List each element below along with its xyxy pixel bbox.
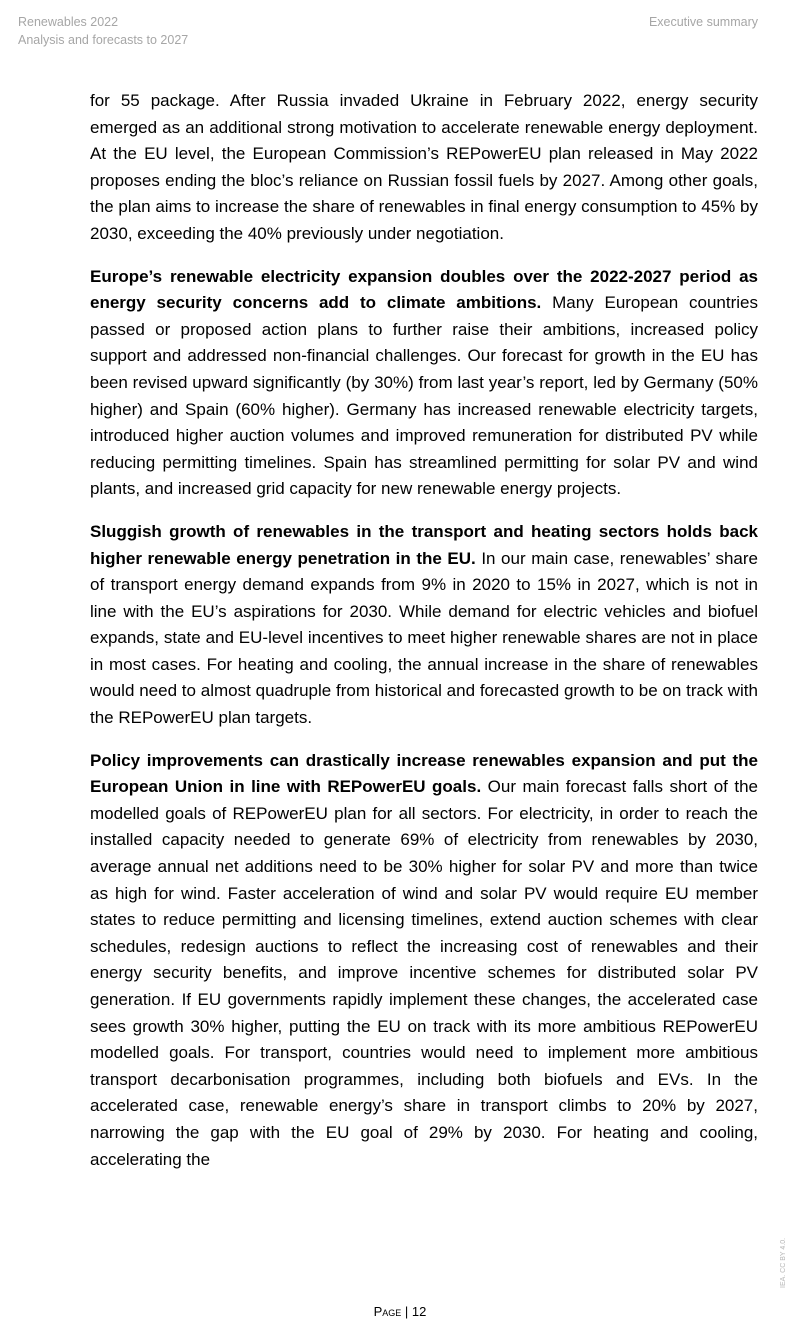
- paragraph-lead: Sluggish growth of renewables in the transport and heating sectors holds back higher renewable energy penetration in the EU.: [90, 521, 758, 568]
- body-text: [90, 88, 758, 1189]
- license-note: IEA. CC BY 4.0.: [780, 1237, 787, 1288]
- section-title: Executive summary: [648, 15, 758, 29]
- paragraph-lead: Europe’s renewable electricity expansion doubles over the 2022-2027 period as energy security concerns add to climate ambitions.: [90, 266, 758, 313]
- page-label: Page: [373, 1304, 402, 1319]
- paragraph: [90, 88, 758, 248]
- paragraph-text: In our main case, renewables’ share of transport energy demand expands from 9% in 2020 to 15% in 2027, which is not in line with the EU’s aspirations for 2030. While demand for electric vehicles and biofuel expands, state and EU-level incentives to meet higher renewable shares are not in place in most cases. For heating and cooling, the annual increase in the share of renewables would need to almost quadruple from historical and forecasted growth to be on track with the REPowerEU plan targets.: [90, 548, 758, 728]
- page-footer: [0, 1304, 800, 1319]
- paragraph: [90, 519, 758, 732]
- paragraph-text: Our main forecast falls short of the modelled goals of REPowerEU plan for all sectors. For electricity, in order to reach the installed capacity needed to generate 69% of electricity from renewables by 2030, average annual net additions need to be 30% higher for solar PV and more than twice as high for wind. Faster acceleration of wind and solar PV would require EU member states to reduce permitting and licensing timelines, extend auction schemes with clear schedules, redesign auctions to reflect the increasing cost of renewables and their energy security benefits, and improve incentive schemes for distributed solar PV generation. If EU governments rapidly implement these changes, the accelerated case sees growth 30% higher, putting the EU on track with its more ambitious REPowerEU modelled goals. For transport, countries would need to implement more ambitious transport decarbonisation programmes, including both biofuels and EVs. In the accelerated case, renewable energy’s share in transport climbs to 20% by 2027, narrowing the gap with the EU goal of 29% by 2030. For heating and cooling, accelerating the: [90, 777, 758, 1169]
- paragraph-text: for 55 package. After Russia invaded Ukraine in February 2022, energy security emerged as an additional strong motivation to accelerate renewable energy deployment. At the EU level, the European Commission’s REPowerEU plan released in May 2022 proposes ending the bloc’s reliance on Russian fossil fuels by 2027. Among other goals, the plan aims to increase the share of renewables in final energy consumption to 45% by 2030, exceeding the 40% previously under negotiation.: [90, 91, 758, 243]
- paragraph-lead: Policy improvements can drastically increase renewables expansion and put the European Union in line with REPowerEU goals.: [90, 750, 758, 797]
- paragraph: [90, 748, 758, 1174]
- doc-title: Renewables 2022: [18, 15, 119, 29]
- doc-subtitle: Analysis and forecasts to 2027: [18, 33, 189, 47]
- page-number: 12: [411, 1304, 427, 1319]
- running-header-left: [18, 13, 188, 49]
- paragraph-text: Many European countries passed or proposed action plans to further raise their ambitions, increased policy support and addressed non-financial challenges. Our forecast for growth in the EU has been revised upward significantly (by 30%) from last year’s report, led by Germany (50% higher) and Spain (60% higher). Germany has increased renewable electricity targets, introduced higher auction volumes and improved remuneration for distributed PV while reducing permitting timelines. Spain has streamlined permitting for solar PV and wind plants, and increased grid capacity for new renewable energy projects.: [90, 293, 758, 499]
- paragraph: [90, 264, 758, 503]
- page-separator: |: [401, 1304, 412, 1319]
